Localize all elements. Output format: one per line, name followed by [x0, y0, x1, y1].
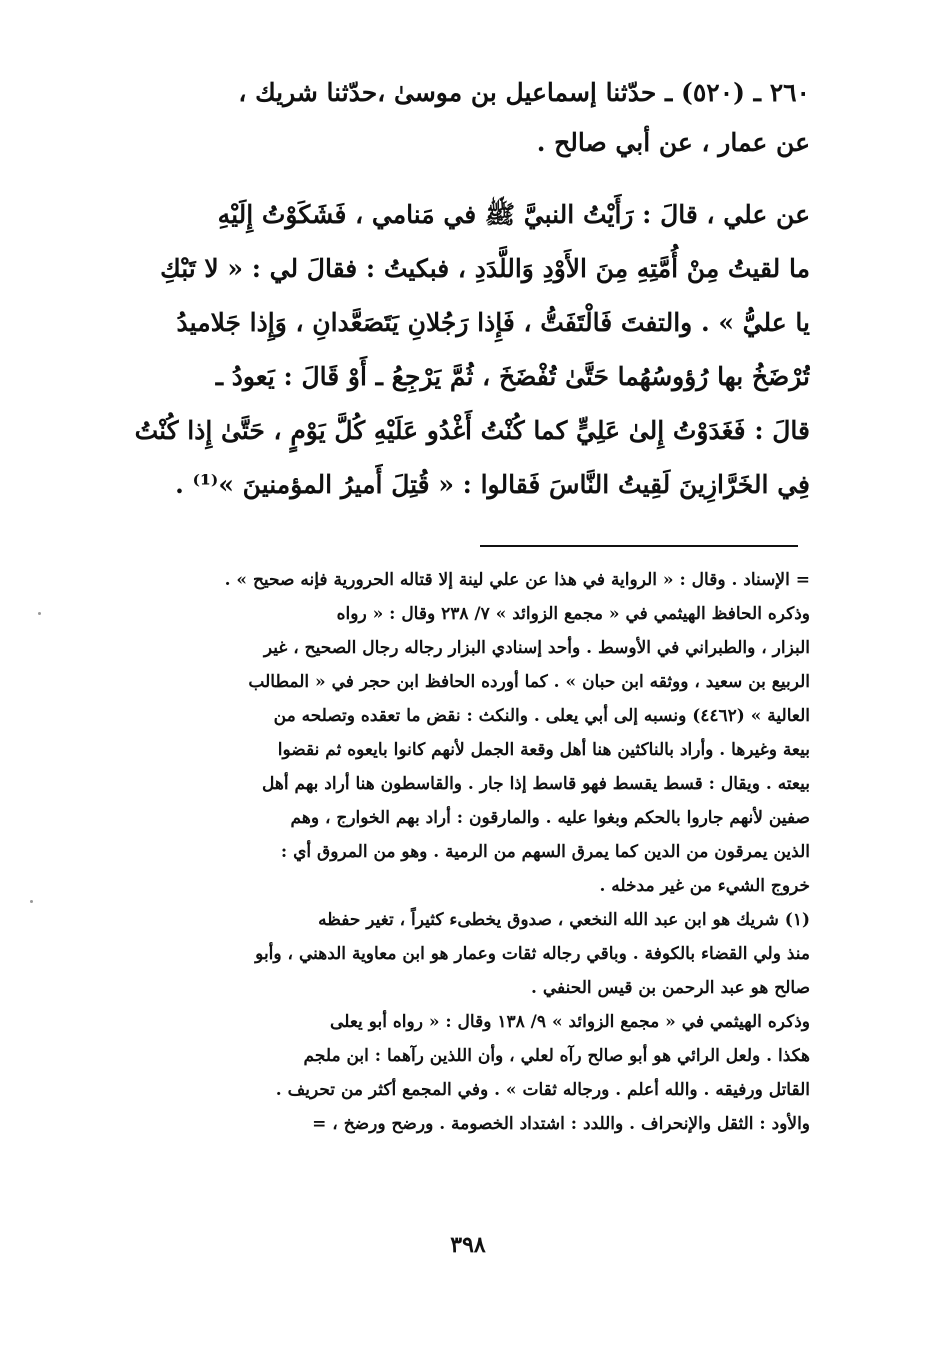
page-number: ٣٩٨	[450, 1232, 486, 1258]
footnote-line: خروج الشيء من غير مدخله .	[599, 876, 810, 896]
footnote-line: بيعته . ويقال : قسط يقسط فهو قاسط إذا جار . والقاسطون هنا أراد بهم أهل	[262, 774, 810, 794]
footnote-line: وذكره الحافظ الهيثمي في « مجمع الزوائد » ٧/ ٢٣٨ وقال : « رواه	[336, 604, 810, 624]
footnote-separator	[480, 545, 798, 547]
header-line: عن عمار ، عن أبي صالح .	[536, 128, 810, 157]
footnotes	[100, 563, 810, 1141]
body-line: قالَ : فَغَدَوْتُ إِلىٰ عَلِيٍّ كما كُنْتُ أَغْدُو عَلَيْهِ كُلَّ يَوْمٍ ، حَتَّىٰ إِذا كُنْتُ	[134, 416, 810, 445]
footnote-line: بيعة وغيرها . وأراد بالناكثين هنا أهل وقعة الجمل لأنهم كانوا بايعوه ثم نقضوا	[277, 740, 810, 760]
body-line: يا عليُّ » . والتفتَ فَالْتَفَتُّ ، فَإِذا رَجُلانِ يَتَصَعَّدانِ ، وَإِذا جَلاميدُ	[176, 308, 810, 337]
footnote-line: الربيع بن سعيد ، ووثقه ابن حبان » . كما أورده الحافظ ابن حجر في « المطالب	[248, 672, 810, 692]
hadith-body	[100, 188, 810, 512]
footnote-line: = الإسناد . وقال : « الرواية في هذا عن علي لينة إلا قتاله الحرورية فإنه صحيح » .	[224, 570, 810, 590]
footnote-line: القاتل ورفيقه . والله أعلم . ورجاله ثقات » . وفي المجمع أكثر من تحريف .	[275, 1080, 810, 1100]
body-line: تُرْضَخُ بها رُؤوسُهُما حَتَّىٰ تُفْضَخَ ، ثُمَّ يَرْجِعُ ـ أَوْ قَالَ : يَعودُ ـ	[215, 362, 810, 391]
footnote-line: منذ ولي القضاء بالكوفة . وباقي رجاله ثقات وعمار هو ابن معاوية الدهني ، وأبو	[255, 944, 810, 964]
footnote-line: صالح هو عبد الرحمن بن قيس الحنفي .	[531, 978, 810, 998]
footnote-line: هكذا . ولعل الرائي هو أبو صالح رآه لعلي ، وأن اللذين رآهما : ابن ملجم	[303, 1046, 810, 1066]
footnote-line: صفين لأنهم جاروا بالحكم وبغوا عليه . والمارقون : أراد بهم الخوارج ، وهم	[290, 808, 810, 828]
scan-speck	[30, 900, 33, 903]
scan-speck	[38, 612, 41, 615]
body-line: عن علي ، قالَ : رَأَيْتُ النبيَّ ﷺ في مَنامي ، فَشَكَوْتُ إِلَيْهِ	[217, 200, 810, 229]
footnote-line: البزار ، والطبراني في الأوسط . وأحد إسنادي البزار رجاله رجال الصحيح ، غير	[263, 638, 810, 658]
header-line: ٢٦٠ ـ (٥٢٠) ـ حدّثنا إسماعيل بن موسىٰ ،حدّثنا شريك ،	[238, 78, 810, 107]
footnote-line: وذكره الهيثمي في « مجمع الزوائد » ٩/ ١٣٨ وقال : « رواه أبو يعلى	[330, 1012, 810, 1032]
footnote-line: الذين يمرقون من الدين كما يمرق السهم من الرمية . وهو من المروق أي :	[280, 842, 810, 862]
body-line: فِي الخَرَّازِينَ لَقِيتُ النَّاسَ فَقالوا : « قُتِلَ أَميرُ المؤمنينَ »⁽¹⁾ .	[175, 470, 810, 499]
body-line: ما لقيتُ مِنْ أُمَّتِهِ مِنَ الأَوْدِ وَاللَّدَدِ ، فبكيتُ : فقالَ لي : « لا تَبْكِ	[160, 254, 810, 283]
hadith-header	[100, 68, 810, 168]
footnote-line: العالية » (٤٤٦٢) ونسبه إلى أبي يعلى . والنكث : نقض ما تعقده وتصلحه من	[273, 706, 810, 726]
footnote-line: (١) شريك هو ابن عبد الله النخعي ، صدوق يخطىء كثيراً ، تغير حفظه	[318, 910, 810, 930]
footnote-line: والأود : الثقل والإنحراف . واللدد : اشتداد الخصومة . ورضح ورضخ ، =	[312, 1114, 810, 1134]
